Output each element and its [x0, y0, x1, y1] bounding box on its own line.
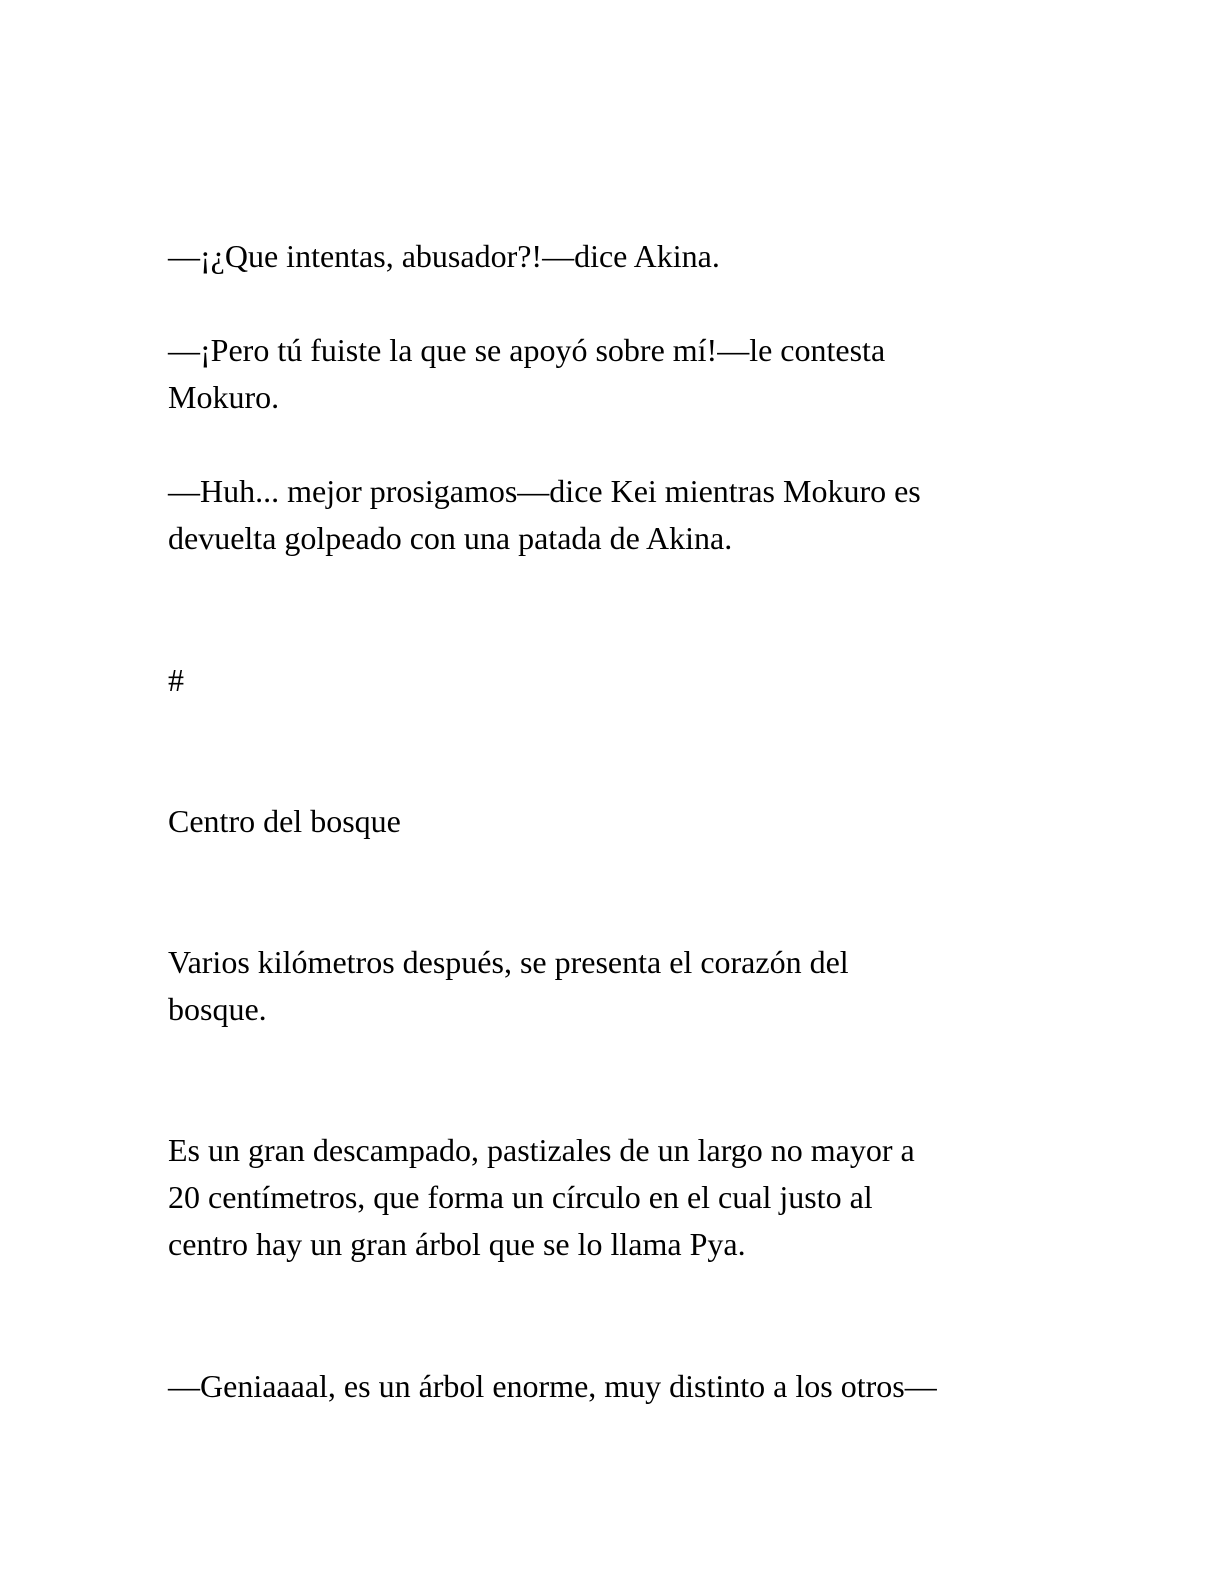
paragraph-mokuro-reply	[168, 327, 1048, 421]
text-line: #	[168, 662, 184, 698]
text-line: Centro del bosque	[168, 803, 401, 839]
paragraph-tree-exclamation	[168, 1363, 1048, 1410]
paragraph-clearing-description	[168, 1127, 1048, 1268]
text-line: —¡¿Que intentas, abusador?!—dice Akina.	[168, 238, 720, 274]
text-line: bosque.	[168, 991, 267, 1027]
scene-break-marker	[168, 657, 1048, 704]
text-line: —Huh... mejor prosigamos—dice Kei mientras Mokuro es	[168, 473, 921, 509]
text-line: Varios kilómetros después, se presenta el corazón del	[168, 944, 849, 980]
section-heading	[168, 798, 1048, 845]
text-line: 20 centímetros, que forma un círculo en el cual justo al	[168, 1179, 873, 1215]
text-line: Es un gran descampado, pastizales de un largo no mayor a	[168, 1132, 915, 1168]
paragraph-kei-dialogue	[168, 468, 1048, 562]
text-line: —¡Pero tú fuiste la que se apoyó sobre mí!—le contesta	[168, 332, 886, 368]
text-line: centro hay un gran árbol que se lo llama Pya.	[168, 1226, 746, 1262]
text-line: devuelta golpeado con una patada de Akina.	[168, 520, 733, 556]
text-line: —Geniaaaal, es un árbol enorme, muy distinto a los otros—	[168, 1368, 937, 1404]
paragraph-akina-question	[168, 233, 1048, 280]
text-line: Mokuro.	[168, 379, 280, 415]
paragraph-forest-heart	[168, 939, 1048, 1033]
